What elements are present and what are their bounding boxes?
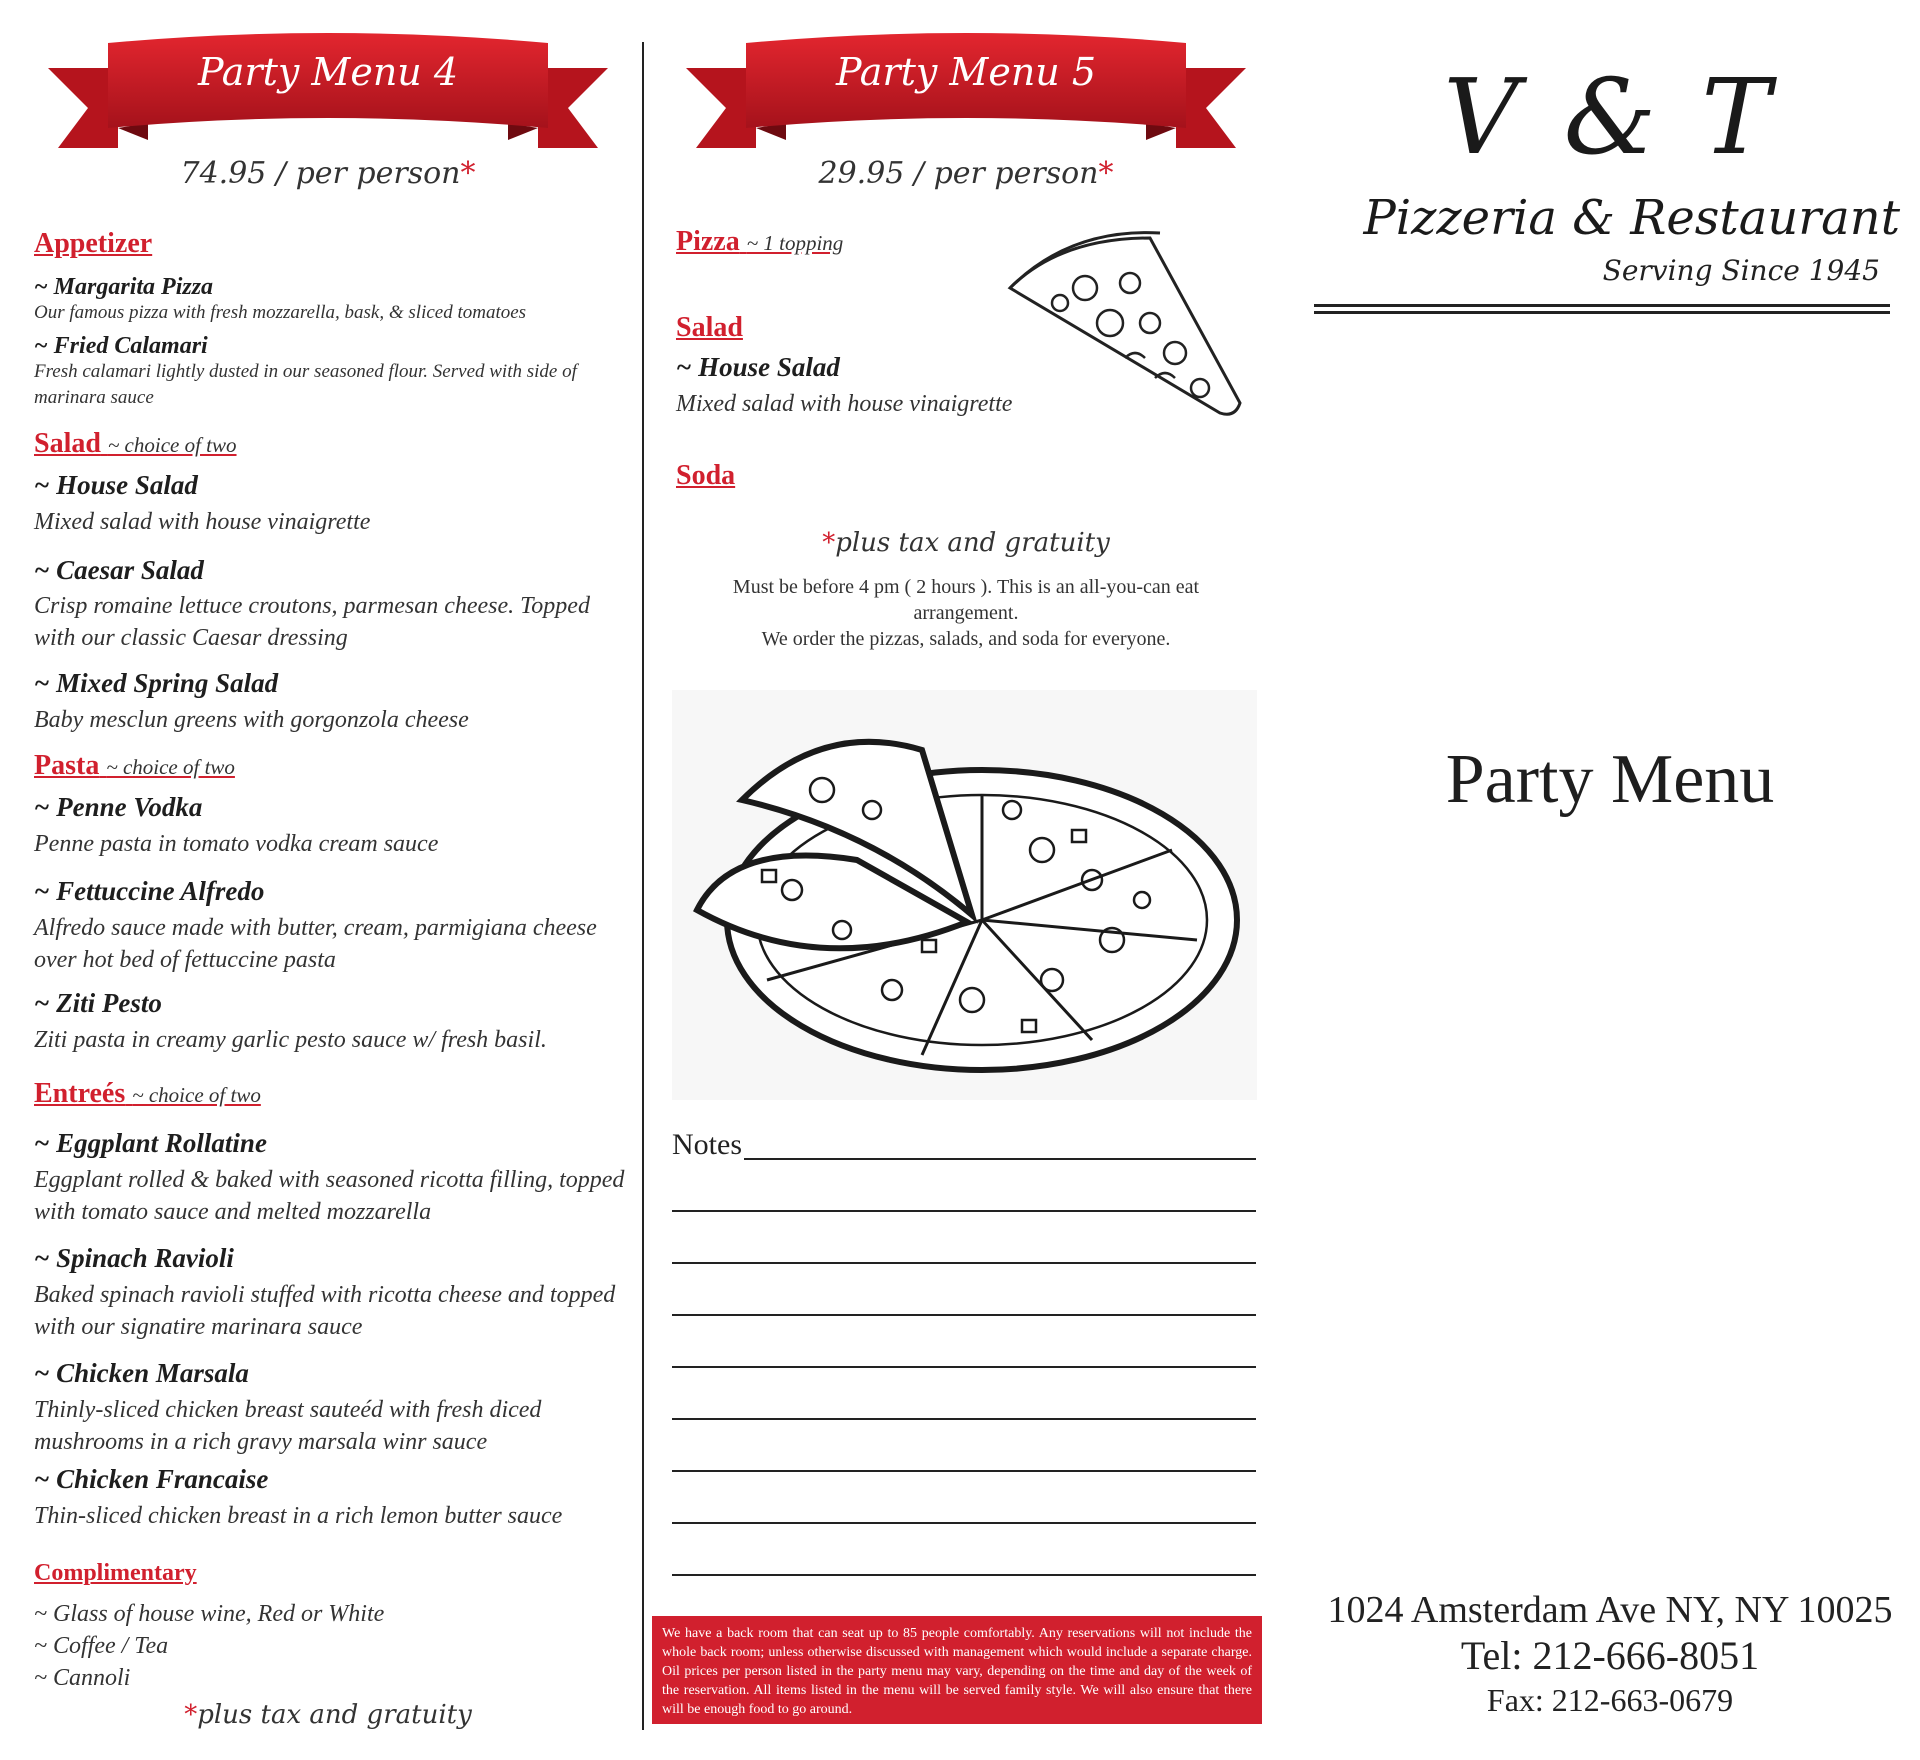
menu-item-name: ~ Eggplant Rollatine xyxy=(34,1128,267,1158)
section-heading-pizza: Pizza ~ 1 topping xyxy=(676,226,844,257)
menu-item-name: ~ Chicken Marsala xyxy=(34,1358,249,1388)
menu-item-description: Alfredo sauce made with butter, cream, parmigiana cheese over hot bed of fettuccine pasta xyxy=(34,915,597,973)
menu-item-description: Eggplant rolled & baked with seasoned ricotta filling, topped with tomato sauce and melted mozzarella xyxy=(34,1167,625,1225)
menu-item-description: Baby mesclun greens with gorgonzola cheese xyxy=(34,707,469,733)
notes-line[interactable] xyxy=(672,1314,1256,1316)
menu-item-description: Thinly-sliced chicken breast sauteéd with fresh diced mushrooms in a rich gravy marsala winr sauce xyxy=(34,1397,542,1455)
complimentary-item: ~ Glass of house wine, Red or White xyxy=(34,1601,385,1627)
pizza-slice-icon xyxy=(1000,228,1245,428)
notes-line[interactable] xyxy=(672,1210,1256,1212)
menu-item-description: Ziti pasta in creamy garlic pesto sauce w/ fresh basil. xyxy=(34,1027,547,1053)
menu-item-name: ~ Penne Vodka xyxy=(34,792,203,822)
menu-item-description: Crisp romaine lettuce croutons, parmesan cheese. Topped with our classic Caesar dressing xyxy=(34,593,590,651)
logo-subtitle: Pizzeria & Restaurant xyxy=(1363,190,1900,246)
section-heading-appetizer: Appetizer xyxy=(34,228,153,259)
menu-item-name: ~ Fried Calamari xyxy=(34,333,208,359)
menu-item-name: ~ Fettuccine Alfredo xyxy=(34,876,265,906)
logo-initials: V & T xyxy=(1443,56,1777,178)
menu-item-description: Thin-sliced chicken breast in a rich lemon butter sauce xyxy=(34,1503,563,1529)
menu-item-name: ~ House Salad xyxy=(676,352,840,382)
notes-line[interactable] xyxy=(744,1158,1256,1160)
section-heading-complimentary: Complimentary xyxy=(34,1560,197,1586)
complimentary-item: ~ Cannoli xyxy=(34,1665,131,1691)
section-heading-salad: Salad ~ choice of two xyxy=(34,428,237,459)
divider-line xyxy=(1314,304,1890,307)
notes-line[interactable] xyxy=(672,1366,1256,1368)
back-room-notice: We have a back room that can seat up to 85 people comfortably. Any reservations will not include the whole back room; unless otherwise discussed with management which would include a separate charge. Oil prices per person listed in the party menu may vary, depending on the time and day of the week of the reservation. All items listed in the menu will be served family style. We will also ensure that there will be enough food to go around. xyxy=(652,1616,1262,1724)
menu-item-name: ~ Margarita Pizza xyxy=(34,274,214,300)
section-heading-pasta: Pasta ~ choice of two xyxy=(34,750,235,781)
notes-line[interactable] xyxy=(672,1418,1256,1420)
menu-item-description: Fresh calamari lightly dusted in our seasoned flour. Served with side of marinara sauce xyxy=(34,361,577,408)
menu-item-name: ~ Mixed Spring Salad xyxy=(34,668,279,698)
menu-title: Party Menu 5 xyxy=(835,50,1097,94)
menu-item-description: Mixed salad with house vinaigrette xyxy=(676,391,1013,417)
notes-label: Notes xyxy=(672,1128,742,1161)
section-heading-soda: Soda xyxy=(676,460,736,491)
serving-since: Serving Since 1945 xyxy=(1602,254,1880,287)
terms-line: We order the pizzas, salads, and soda for everyone. xyxy=(761,628,1171,650)
telephone[interactable]: Tel: 212-666-8051 xyxy=(1460,1633,1760,1678)
cover-panel xyxy=(1290,0,1920,1760)
notes-line[interactable] xyxy=(672,1470,1256,1472)
party-menu-5-panel xyxy=(642,0,1272,1760)
terms-line: Must be before 4 pm ( 2 hours ). This is an all-you-can eat arrangement. xyxy=(732,576,1200,624)
menu-price: 74.95 / per person* xyxy=(180,156,476,191)
menu-title: Party Menu 4 xyxy=(197,50,459,94)
party-menu-4-panel xyxy=(0,0,642,1760)
section-heading-entrees: Entreés ~ choice of two xyxy=(34,1078,261,1109)
menu-item-name: ~ Chicken Francaise xyxy=(34,1464,269,1494)
notes-line[interactable] xyxy=(672,1574,1256,1576)
menu-price: 29.95 / per person* xyxy=(818,156,1114,191)
menu-item-description: Mixed salad with house vinaigrette xyxy=(34,509,371,535)
whole-pizza-illustration-icon xyxy=(672,690,1257,1100)
menu-item-name: ~ Ziti Pesto xyxy=(34,988,162,1018)
cover-title: Party Menu xyxy=(1445,741,1775,818)
footnote-tax: *plus tax and gratuity xyxy=(184,1700,472,1730)
menu-item-description: Our famous pizza with fresh mozzarella, bask, & sliced tomatoes xyxy=(34,302,527,323)
notes-line[interactable] xyxy=(672,1522,1256,1524)
divider-line xyxy=(1314,311,1890,314)
section-heading-salad: Salad xyxy=(676,312,743,343)
address: 1024 Amsterdam Ave NY, NY 10025 xyxy=(1327,1589,1893,1631)
menu-item-name: ~ House Salad xyxy=(34,470,198,500)
terms-text xyxy=(686,574,1246,652)
fax: Fax: 212-663-0679 xyxy=(1486,1682,1734,1718)
menu-item-description: Baked spinach ravioli stuffed with ricotta cheese and topped with our signatire marinara sauce xyxy=(34,1282,616,1340)
complimentary-item: ~ Coffee / Tea xyxy=(34,1633,169,1659)
menu-item-name: ~ Caesar Salad xyxy=(34,555,204,585)
menu-item-name: ~ Spinach Ravioli xyxy=(34,1243,234,1273)
menu-item-description: Penne pasta in tomato vodka cream sauce xyxy=(34,831,439,857)
notes-line[interactable] xyxy=(672,1262,1256,1264)
footnote-tax: *plus tax and gratuity xyxy=(822,528,1110,558)
